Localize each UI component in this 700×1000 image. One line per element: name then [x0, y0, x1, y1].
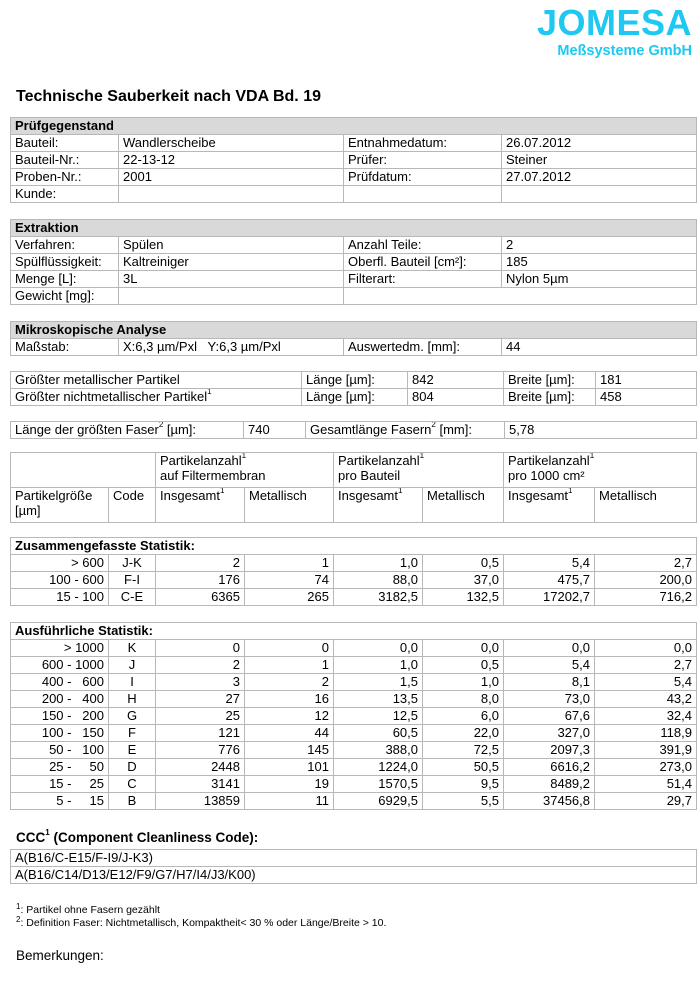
code: I — [109, 674, 156, 691]
page-title: Technische Sauberkeit nach VDA Bd. 19 — [16, 88, 321, 105]
col-header-size: Partikelgröße [µm] — [11, 488, 109, 523]
area-metallic: 32,4 — [595, 708, 697, 725]
field-value: 27.07.2012 — [502, 169, 697, 186]
field-label: Anzahl Teile: — [344, 237, 502, 254]
part-total: 88,0 — [334, 572, 423, 589]
field-label: Menge [L]: — [11, 271, 119, 288]
field-label: Entnahmedatum: — [344, 135, 502, 152]
particle-label: Größter nichtmetallischer Partikel$^1$ — [11, 389, 302, 406]
size-range: > 1000 — [11, 640, 109, 657]
code: B — [109, 793, 156, 810]
col-header-total: Insgesamt$^1$ — [334, 488, 423, 523]
field-label: Oberfl. Bauteil [cm²]: — [344, 254, 502, 271]
field-label: Auswertedm. [mm]: — [344, 339, 502, 356]
area-total: 5,4 — [504, 555, 595, 572]
filter-total: 6365 — [156, 589, 245, 606]
part-metallic: 22,0 — [423, 725, 504, 742]
length-value: 804 — [408, 389, 504, 406]
length-label: Länge [µm]: — [302, 372, 408, 389]
filter-total: 121 — [156, 725, 245, 742]
col-header-code: Code — [109, 488, 156, 523]
size-range: 25 - 50 — [11, 759, 109, 776]
part-total: 13,5 — [334, 691, 423, 708]
filter-metallic: 74 — [245, 572, 334, 589]
part-total: 1224,0 — [334, 759, 423, 776]
part-metallic: 5,5 — [423, 793, 504, 810]
code: C-E — [109, 589, 156, 606]
group-header-bauteil: Partikelanzahl$^1$ pro Bauteil — [334, 453, 504, 488]
part-metallic: 37,0 — [423, 572, 504, 589]
faser-table — [10, 421, 697, 439]
length-label: Länge [µm]: — [302, 389, 408, 406]
area-total: 327,0 — [504, 725, 595, 742]
field-label: Prüfdatum: — [344, 169, 502, 186]
field-value: Kaltreiniger — [119, 254, 344, 271]
part-metallic: 132,5 — [423, 589, 504, 606]
field-value: 26.07.2012 — [502, 135, 697, 152]
field-value: 2 — [502, 237, 697, 254]
section-heading: Zusammengefasste Statistik: — [11, 538, 697, 555]
field-value: 3L — [119, 271, 344, 288]
table-row — [11, 572, 697, 589]
size-range: 50 - 100 — [11, 742, 109, 759]
table-row — [11, 793, 697, 810]
footnote: $^1$: Partikel ohne Fasern gezählt — [16, 902, 160, 916]
field-value: 22-13-12 — [119, 152, 344, 169]
table-row — [11, 186, 697, 203]
filter-metallic: 16 — [245, 691, 334, 708]
table-row — [11, 657, 697, 674]
filter-metallic: 19 — [245, 776, 334, 793]
table-row — [11, 169, 697, 186]
part-total: 12,5 — [334, 708, 423, 725]
filter-metallic: 1 — [245, 555, 334, 572]
table-row — [11, 254, 697, 271]
field-value: Wandlerscheibe — [119, 135, 344, 152]
area-total: 6616,2 — [504, 759, 595, 776]
code: J — [109, 657, 156, 674]
ccc-code: A(B16/C14/D13/E12/F9/G7/H7/I4/J3/K00) — [11, 867, 697, 884]
field-value — [502, 186, 697, 203]
field-label: Filterart: — [344, 271, 502, 288]
part-total: 60,5 — [334, 725, 423, 742]
code: H — [109, 691, 156, 708]
size-range: > 600 — [11, 555, 109, 572]
code: E — [109, 742, 156, 759]
area-metallic: 29,7 — [595, 793, 697, 810]
width-value: 181 — [596, 372, 697, 389]
table-row — [11, 237, 697, 254]
field-value: Steiner — [502, 152, 697, 169]
field-value: 185 — [502, 254, 697, 271]
table-row — [11, 725, 697, 742]
table-row — [11, 759, 697, 776]
part-total: 1570,5 — [334, 776, 423, 793]
table-row — [11, 555, 697, 572]
size-range: 5 - 15 — [11, 793, 109, 810]
filter-metallic: 265 — [245, 589, 334, 606]
filter-total: 0 — [156, 640, 245, 657]
area-total: 37456,8 — [504, 793, 595, 810]
table-row — [11, 776, 697, 793]
group-header-1000cm2: Partikelanzahl$^1$ pro 1000 cm² — [504, 453, 697, 488]
fiber-length-label: Länge der größten Faser$^2$ [µm]: — [11, 422, 244, 439]
field-label: Prüfer: — [344, 152, 502, 169]
zusammen-table — [10, 537, 697, 606]
area-total: 17202,7 — [504, 589, 595, 606]
size-range: 200 - 400 — [11, 691, 109, 708]
part-total: 0,0 — [334, 640, 423, 657]
size-range: 100 - 600 — [11, 572, 109, 589]
filter-metallic: 101 — [245, 759, 334, 776]
section-heading: Extraktion — [11, 220, 697, 237]
fiber-total-value: 5,78 — [505, 422, 697, 439]
field-value: X:6,3 µm/Pxl Y:6,3 µm/Pxl — [119, 339, 344, 356]
area-total: 8489,2 — [504, 776, 595, 793]
table-row — [11, 389, 697, 406]
table-row — [11, 674, 697, 691]
field-label: Verfahren: — [11, 237, 119, 254]
footnote: $^2$: Definition Faser: Nichtmetallisch, Kompaktheit< 30 % oder Länge/Breite > 10. — [16, 915, 387, 929]
area-total: 73,0 — [504, 691, 595, 708]
width-label: Breite [µm]: — [504, 389, 596, 406]
code: J-K — [109, 555, 156, 572]
area-metallic: 0,0 — [595, 640, 697, 657]
ccc-table — [10, 849, 697, 884]
part-metallic: 72,5 — [423, 742, 504, 759]
extraktion-table — [10, 219, 697, 305]
field-value: 2001 — [119, 169, 344, 186]
filter-metallic: 11 — [245, 793, 334, 810]
area-metallic: 5,4 — [595, 674, 697, 691]
filter-total: 13859 — [156, 793, 245, 810]
mikroskopie-table — [10, 321, 697, 356]
col-header-total: Insgesamt$^1$ — [156, 488, 245, 523]
table-row — [11, 589, 697, 606]
filter-total: 2448 — [156, 759, 245, 776]
statistics-header-table — [10, 452, 697, 523]
filter-total: 776 — [156, 742, 245, 759]
code: K — [109, 640, 156, 657]
code: F — [109, 725, 156, 742]
size-range: 15 - 100 — [11, 589, 109, 606]
area-total: 67,6 — [504, 708, 595, 725]
filter-total: 3141 — [156, 776, 245, 793]
col-header-metallic: Metallisch — [423, 488, 504, 523]
part-total: 1,0 — [334, 555, 423, 572]
logo-brand: JOMESA — [536, 2, 692, 43]
area-metallic: 2,7 — [595, 657, 697, 674]
ausfuehrlich-table — [10, 622, 697, 810]
filter-metallic: 44 — [245, 725, 334, 742]
col-header-total: Insgesamt$^1$ — [504, 488, 595, 523]
field-label: Bauteil-Nr.: — [11, 152, 119, 169]
field-label: Proben-Nr.: — [11, 169, 119, 186]
filter-metallic: 2 — [245, 674, 334, 691]
section-heading: Ausführliche Statistik: — [11, 623, 697, 640]
field-label: Gewicht [mg]: — [11, 288, 119, 305]
field-value: Spülen — [119, 237, 344, 254]
part-metallic: 50,5 — [423, 759, 504, 776]
table-row — [11, 867, 697, 884]
table-row — [11, 640, 697, 657]
ccc-title: CCC$^1$ (Component Cleanliness Code): — [16, 828, 259, 845]
table-row — [11, 742, 697, 759]
field-label: Spülflüssigkeit: — [11, 254, 119, 271]
area-metallic: 118,9 — [595, 725, 697, 742]
size-range: 15 - 25 — [11, 776, 109, 793]
code: D — [109, 759, 156, 776]
section-heading: Prüfgegenstand — [11, 118, 697, 135]
footnotes — [16, 904, 386, 930]
size-range: 100 - 150 — [11, 725, 109, 742]
part-metallic: 9,5 — [423, 776, 504, 793]
area-total: 475,7 — [504, 572, 595, 589]
particle-label: Größter metallischer Partikel — [11, 372, 302, 389]
part-total: 6929,5 — [334, 793, 423, 810]
area-metallic: 51,4 — [595, 776, 697, 793]
area-total: 5,4 — [504, 657, 595, 674]
table-row — [11, 152, 697, 169]
filter-total: 25 — [156, 708, 245, 725]
field-value — [119, 186, 344, 203]
table-row — [11, 422, 697, 439]
area-total: 2097,3 — [504, 742, 595, 759]
pruefgegenstand-table — [10, 117, 697, 203]
ccc-code: A(B16/C-E15/F-I9/J-K3) — [11, 850, 697, 867]
logo-subtitle: Meßsysteme GmbH — [557, 43, 692, 59]
filter-total: 176 — [156, 572, 245, 589]
part-metallic: 1,0 — [423, 674, 504, 691]
width-value: 458 — [596, 389, 697, 406]
table-row — [11, 850, 697, 867]
part-metallic: 0,5 — [423, 657, 504, 674]
filter-metallic: 1 — [245, 657, 334, 674]
table-row — [11, 339, 697, 356]
area-total: 8,1 — [504, 674, 595, 691]
table-row — [11, 708, 697, 725]
table-row — [11, 288, 697, 305]
table-row — [11, 135, 697, 152]
area-metallic: 273,0 — [595, 759, 697, 776]
table-row — [11, 691, 697, 708]
group-header-filter: Partikelanzahl$^1$ auf Filtermembran — [156, 453, 334, 488]
fiber-total-label: Gesamtlänge Fasern$^2$ [mm]: — [306, 422, 505, 439]
code: G — [109, 708, 156, 725]
part-total: 388,0 — [334, 742, 423, 759]
part-total: 3182,5 — [334, 589, 423, 606]
filter-metallic: 0 — [245, 640, 334, 657]
code: C — [109, 776, 156, 793]
field-value — [119, 288, 344, 305]
area-metallic: 716,2 — [595, 589, 697, 606]
fiber-length-value: 740 — [244, 422, 306, 439]
field-label: Kunde: — [11, 186, 119, 203]
area-metallic: 391,9 — [595, 742, 697, 759]
length-value: 842 — [408, 372, 504, 389]
part-total: 1,5 — [334, 674, 423, 691]
field-value: 44 — [502, 339, 697, 356]
filter-total: 3 — [156, 674, 245, 691]
groesster-partikel-table — [10, 371, 697, 406]
table-row — [11, 372, 697, 389]
col-header-metallic: Metallisch — [595, 488, 697, 523]
field-label: Maßstab: — [11, 339, 119, 356]
part-total: 1,0 — [334, 657, 423, 674]
field-value: Nylon 5µm — [502, 271, 697, 288]
filter-total: 2 — [156, 555, 245, 572]
field-value — [344, 288, 697, 305]
size-range: 150 - 200 — [11, 708, 109, 725]
width-label: Breite [µm]: — [504, 372, 596, 389]
area-metallic: 200,0 — [595, 572, 697, 589]
filter-metallic: 145 — [245, 742, 334, 759]
section-heading: Mikroskopische Analyse — [11, 322, 697, 339]
field-label — [344, 186, 502, 203]
part-metallic: 6,0 — [423, 708, 504, 725]
size-range: 600 - 1000 — [11, 657, 109, 674]
company-logo — [537, 4, 692, 60]
empty-cell — [11, 453, 156, 488]
filter-metallic: 12 — [245, 708, 334, 725]
size-range: 400 - 600 — [11, 674, 109, 691]
area-metallic: 43,2 — [595, 691, 697, 708]
part-metallic: 8,0 — [423, 691, 504, 708]
code: F-I — [109, 572, 156, 589]
table-row — [11, 271, 697, 288]
part-metallic: 0,5 — [423, 555, 504, 572]
area-total: 0,0 — [504, 640, 595, 657]
remarks-label: Bemerkungen: — [16, 948, 104, 963]
filter-total: 27 — [156, 691, 245, 708]
area-metallic: 2,7 — [595, 555, 697, 572]
field-label: Bauteil: — [11, 135, 119, 152]
col-header-metallic: Metallisch — [245, 488, 334, 523]
part-metallic: 0,0 — [423, 640, 504, 657]
filter-total: 2 — [156, 657, 245, 674]
